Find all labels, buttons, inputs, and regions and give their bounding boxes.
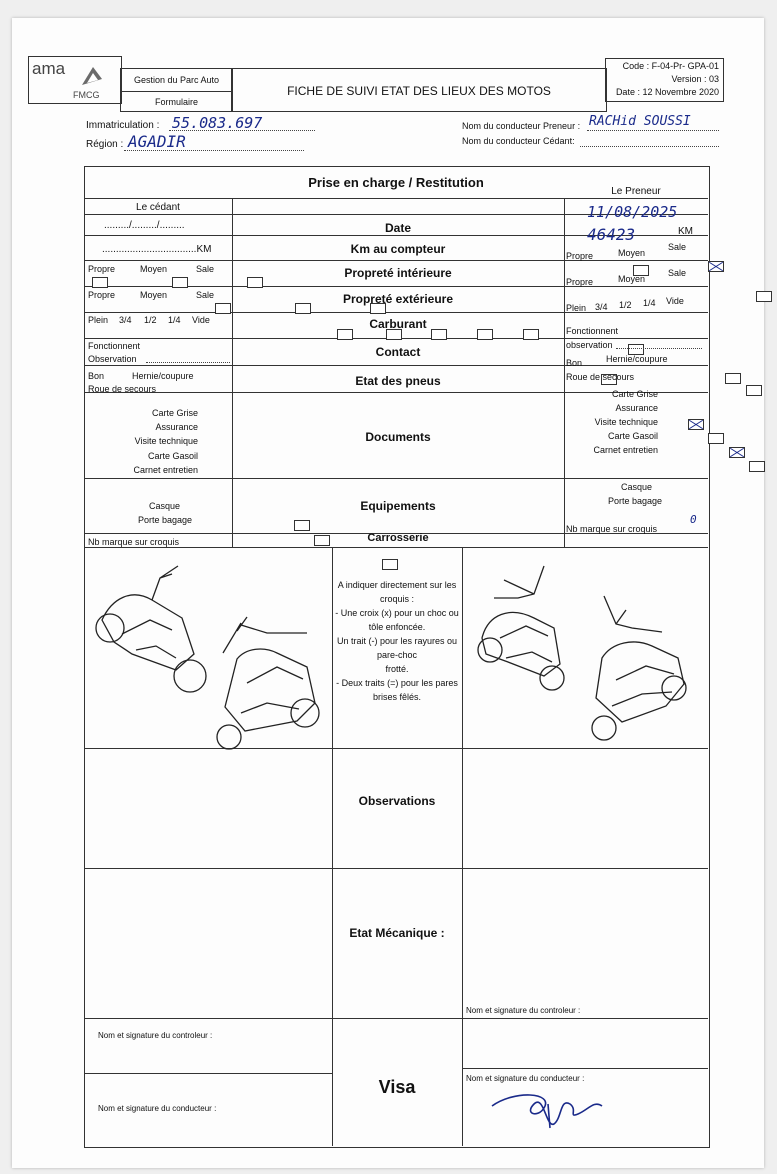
km-label: Km au compteur: [350, 242, 446, 256]
pe-moyen-left: Moyen: [140, 290, 168, 300]
pe-moyen-right: Moyen: [618, 274, 646, 284]
table-title: Prise en charge / Restitution: [308, 175, 484, 190]
pe-sale-left: Sale: [196, 290, 215, 300]
croquis-instructions: A indiquer directement sur les croquis : - Une croix (x) pour un choc ou tôle enfoncée. Un trait (-) pour les rayures ou pare-choc frotté. - Deux traits (=) pour les pares brises fêlés.: [335, 580, 459, 702]
pneus-roue-right: Roue de secours: [566, 372, 635, 382]
proprete-int-label: Propreté intérieure: [344, 266, 452, 280]
pi-sale-right: Sale: [668, 242, 687, 252]
carb-vide-left: Vide: [192, 315, 210, 325]
driver-signature: [484, 1084, 614, 1134]
header-logo-box: [28, 56, 122, 104]
pe-propre-right-checkbox[interactable]: [756, 291, 772, 302]
eq-casque-left-checkbox[interactable]: [294, 520, 310, 531]
pi-propre-right: Propre: [566, 251, 594, 261]
sig-controleur-left[interactable]: Nom et signature du controleur :: [98, 1031, 213, 1040]
leaf-logo-icon: [79, 63, 105, 89]
pi-sale-left: Sale: [196, 264, 215, 274]
carburant-label: Carburant: [369, 317, 427, 331]
doc-code: Code : F-04-Pr- GPA-01: [622, 61, 719, 71]
pi-propre-left: Propre: [88, 264, 116, 274]
region-label: Région :: [86, 139, 124, 150]
nb-marque-right: Nb marque sur croquis: [566, 524, 658, 534]
visa-label: Visa: [378, 1077, 416, 1097]
ama-logo: ama: [32, 59, 66, 78]
eq-pb-left: Porte bagage: [137, 515, 192, 525]
nb-marque-left: Nb marque sur croquis: [88, 537, 180, 547]
doc-version: Version : 03: [671, 74, 719, 84]
pi-moyen-left: Moyen: [140, 264, 168, 274]
contact-fonct-right: Fonctionnent: [566, 326, 619, 336]
immat-label: Immatriculation :: [86, 120, 160, 131]
proprete-ext-label: Propreté extérieure: [342, 292, 454, 306]
pi-moyen-right: Moyen: [618, 248, 646, 258]
col-cedant-header: Le cédant: [136, 202, 180, 213]
pneus-hernie-left: Hernie/coupure: [132, 371, 194, 381]
scooter-sketch-left-1: [92, 558, 212, 698]
scooter-sketch-right-1: [474, 558, 569, 708]
pi-moyen-right-checkbox[interactable]: [708, 261, 724, 272]
header-title-box: [231, 68, 607, 112]
doc-gas-right: Carte Gasoil: [607, 431, 658, 441]
carb-12-right: 1/2: [619, 300, 632, 310]
carb-plein-left: Plein: [88, 315, 109, 325]
carrosserie-label: Carrosserie: [367, 532, 429, 544]
eq-pb-right: Porte bagage: [607, 496, 662, 506]
contact-label: Contact: [375, 345, 421, 359]
eq-casque-right: Casque: [620, 482, 652, 492]
etat-mecanique-label: Etat Mécanique :: [349, 926, 445, 940]
doc-vt-right: Visite technique: [594, 417, 658, 427]
nb-marque-right-value[interactable]: 0: [690, 513, 697, 526]
preneur-label: Nom du conducteur Preneur :: [462, 121, 581, 131]
pi-moyen-left-checkbox[interactable]: [172, 277, 188, 288]
pe-propre-left-checkbox[interactable]: [215, 303, 231, 314]
contact-obs-right: observation: [566, 340, 613, 350]
form-page: [12, 18, 764, 1168]
doc-ass-left: Assurance: [155, 422, 198, 432]
pe-propre-left: Propre: [88, 290, 116, 300]
doc-cg-right: Carte Grise: [611, 389, 658, 399]
doc-ass-right: Assurance: [615, 403, 658, 413]
col-preneur-header: Le Preneur: [611, 186, 661, 197]
km-unit: KM: [678, 226, 693, 237]
date-label: Date: [384, 221, 411, 235]
pe-sale-right: Sale: [668, 268, 687, 278]
doc-gas-right-checkbox[interactable]: [729, 447, 745, 458]
carb-14-right: 1/4: [643, 298, 656, 308]
doc-carnet-right: Carnet entretien: [593, 445, 658, 455]
sig-conducteur-right[interactable]: Nom et signature du conducteur :: [466, 1074, 585, 1083]
dept-label: Gestion du Parc Auto: [133, 75, 220, 85]
documents-label: Documents: [365, 430, 431, 444]
doc-cg-left: Carte Grise: [151, 408, 198, 418]
km-value[interactable]: 46423: [587, 225, 636, 244]
pi-propre-left-checkbox[interactable]: [92, 277, 108, 288]
preneur-value[interactable]: RACHid SOUSSI: [589, 114, 691, 129]
doc-carnet-right-checkbox[interactable]: [749, 461, 765, 472]
observations-label: Observations: [358, 794, 436, 808]
pneus-bon-right: Bon: [566, 358, 583, 368]
cedant-label: Nom du conducteur Cédant:: [462, 136, 575, 146]
fmcg-logo: FMCG: [73, 90, 100, 100]
carb-12-left: 1/2: [144, 315, 157, 325]
scooter-sketch-left-2: [207, 603, 327, 753]
carb-plein-right: Plein: [566, 303, 587, 313]
sig-controleur-right[interactable]: Nom et signature du controleur :: [466, 1006, 581, 1015]
doc-gas-left: Carte Gasoil: [147, 451, 198, 461]
pe-propre-right: Propre: [566, 277, 594, 287]
contact-fonct-left: Fonctionnent: [88, 341, 141, 351]
km-blank-left[interactable]: ..................................KM: [102, 244, 212, 255]
carb-34-right: 3/4: [595, 302, 608, 312]
carb-14-left: 1/4: [168, 315, 181, 325]
scooter-sketch-right-2: [582, 588, 692, 748]
equipements-label: Equipements: [360, 499, 436, 513]
header-code-box: [605, 58, 724, 102]
carb-34-left: 3/4: [119, 315, 132, 325]
header-dept-box: [120, 68, 233, 112]
date-value[interactable]: 11/08/2025: [587, 203, 678, 221]
doc-ass-right-checkbox[interactable]: [688, 419, 704, 430]
pneus-roue-left: Roue de secours: [88, 384, 157, 394]
contact-obs-left: Observation: [88, 354, 137, 364]
doc-vt-left: Visite technique: [134, 436, 198, 446]
region-value[interactable]: AGADIR: [128, 132, 186, 151]
doc-carnet-left: Carnet entretien: [133, 465, 198, 475]
form-title: FICHE DE SUIVI ETAT DES LIEUX DES MOTOS: [287, 84, 551, 98]
doc-date: Date : 12 Novembre 2020: [615, 87, 719, 97]
nb-marque-left-checkbox[interactable]: [382, 559, 398, 570]
doc-vt-right-checkbox[interactable]: [708, 433, 724, 444]
pneus-label: Etat des pneus: [355, 374, 441, 388]
sig-conducteur-left[interactable]: Nom et signature du conducteur :: [98, 1104, 217, 1113]
doc-type-label: Formulaire: [154, 97, 198, 107]
pneus-hernie-right: Hernie/coupure: [606, 354, 668, 364]
immat-value[interactable]: 55.083.697: [172, 114, 263, 132]
eq-casque-left: Casque: [148, 501, 180, 511]
pneus-hernie-left-checkbox[interactable]: [725, 373, 741, 384]
carb-vide-right: Vide: [666, 296, 684, 306]
pneus-bon-left: Bon: [88, 371, 105, 381]
pneus-roue-left-checkbox[interactable]: [746, 385, 762, 396]
date-blank-left[interactable]: ........./........./.........: [104, 220, 185, 231]
